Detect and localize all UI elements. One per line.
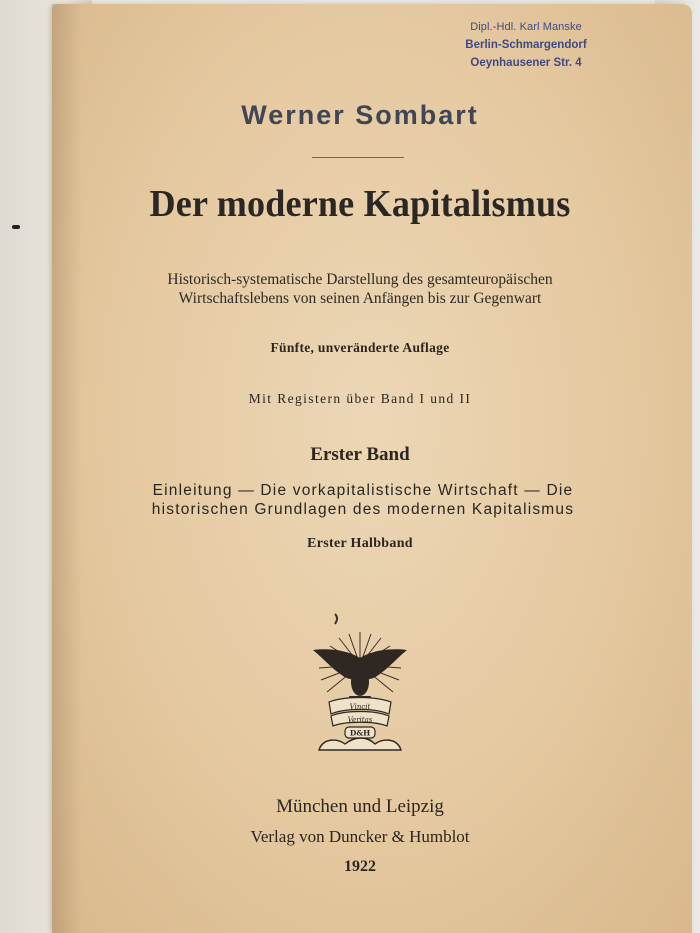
half-volume-label: Erster Halbband xyxy=(307,536,413,551)
stamp-line-street: Oeynhausener Str. 4 xyxy=(470,57,582,69)
stamp-line-city: Berlin-Schmargendorf xyxy=(465,39,587,51)
book-title: Der moderne Kapitalismus xyxy=(149,183,571,225)
contents xyxy=(78,481,648,519)
author: Werner Sombart xyxy=(241,100,479,130)
emblem-monogram: D&H xyxy=(349,728,371,738)
emblem-motto-1: Vincit xyxy=(349,703,371,711)
publication-year: 1922 xyxy=(344,858,376,875)
publisher: Verlag von Duncker & Humblot xyxy=(250,827,470,846)
subtitle-line-1: Historisch-systematische Darstellung des gesamteuropäischen xyxy=(167,271,553,288)
ink-mark xyxy=(12,225,20,229)
register-note: Mit Registern über Band I und II xyxy=(248,391,472,406)
divider xyxy=(312,157,404,158)
publication-place: München und Leipzig xyxy=(276,796,444,817)
subtitle-line-2: Wirtschaftslebens von seinen Anfängen bis zur Gegenwart xyxy=(178,290,542,307)
publisher-eagle-emblem-icon xyxy=(305,610,415,760)
owner-stamp xyxy=(456,18,596,72)
contents-line-2: historischen Grundlagen des modernen Kapitalismus xyxy=(151,501,575,518)
title-page xyxy=(52,4,692,933)
emblem-motto-2: Veritas xyxy=(347,716,373,724)
page-gutter-shadow xyxy=(52,4,82,933)
edition: Fünfte, unveränderte Auflage xyxy=(270,340,450,355)
subtitle xyxy=(80,270,640,308)
contents-line-1: Einleitung — Die vorkapitalistische Wirtschaft — Die xyxy=(152,482,574,499)
volume-label: Erster Band xyxy=(310,444,410,465)
stamp-line-name: Dipl.-Hdl. Karl Manske xyxy=(470,21,582,33)
